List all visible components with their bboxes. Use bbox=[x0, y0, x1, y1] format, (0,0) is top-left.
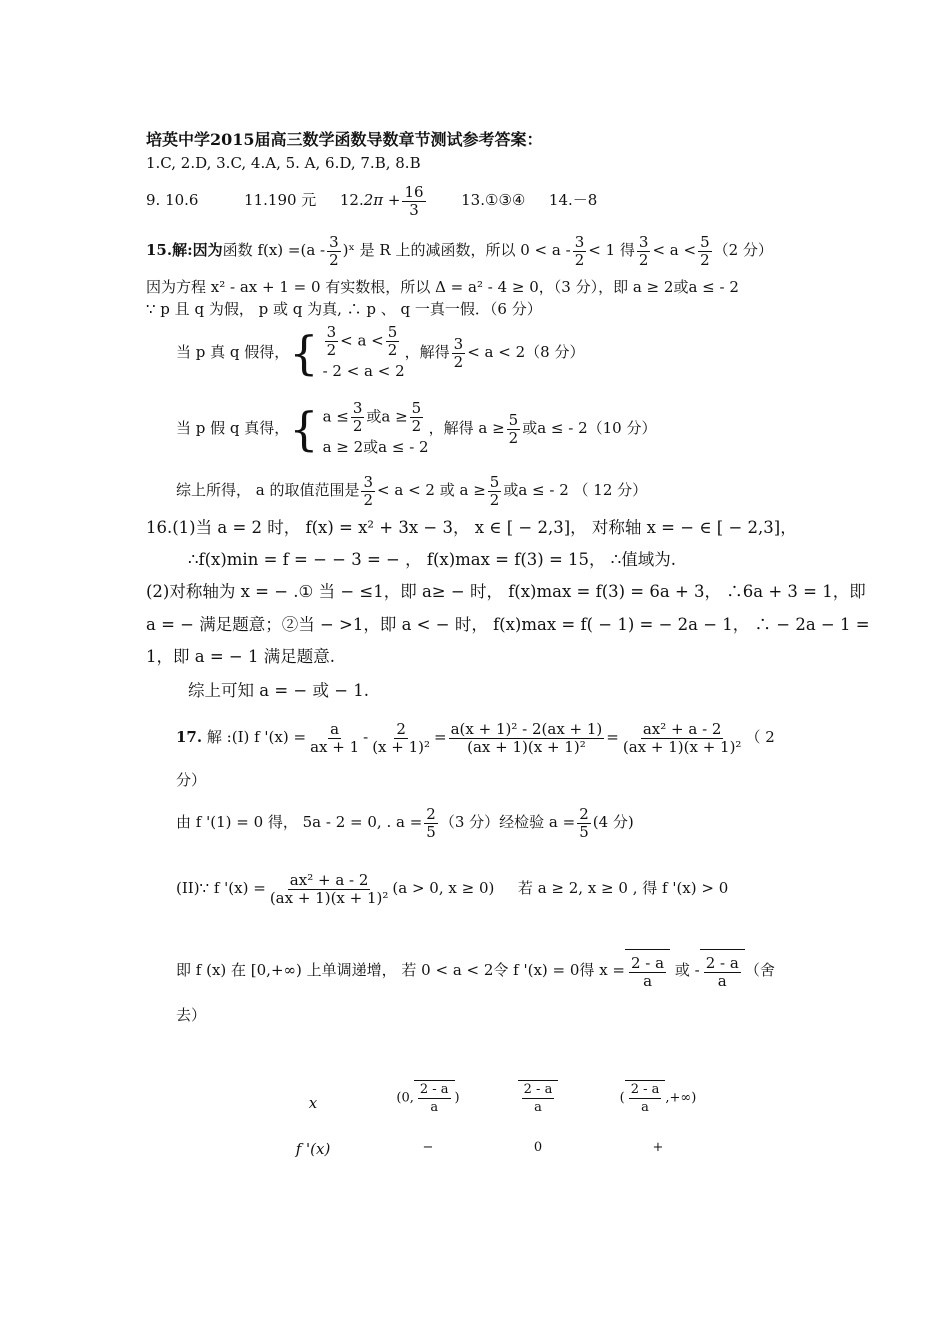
table-cell-interval-1: (0, $\frac{2 - a}{a}$ ) bbox=[396, 1082, 460, 1115]
table-cell-interval-2: ( $\frac{2 - a}{a}$ ,+∞) bbox=[619, 1082, 697, 1115]
table-sign-3: + bbox=[652, 1140, 664, 1155]
q16-line1: 16.(1)当 a = 2 时， f(x) = x² + 3x − 3， x ∈ [ − 2,3]， 对称轴 x = − ∈ [ − 2,3]， bbox=[146, 518, 797, 537]
q17-line3: (II)∵ f '(x) = $\frac{\text{ax² + a - 2}}{\text{(ax + 1)(x + 1)²}}$ (a > 0, x ≥ 0) 若 a ≥ 2, x ≥ 0 , 得 f '(x) > 0 bbox=[176, 870, 729, 907]
q16-line2: ∴f(x)min = f = − − 3 = − ， f(x)max = f(3) = 15， ∴值域为. bbox=[188, 550, 677, 569]
answer-12-fraction: $\frac{16}{3}$ bbox=[404, 182, 424, 219]
table-sign-2: 0 bbox=[533, 1140, 543, 1155]
q15-line1: 15.解:因为函数 f(x) =(a - $\frac{3}{2}$ )ˣ 是 R 上的减函数，所以 0 < a - $\frac{3}{2}$ < 1 得 $\frac{3}{2}$ < a < $\frac{5}{2}$ （2 分） bbox=[146, 232, 773, 269]
q17-line4: 即 f (x) 在 [0,+∞) 上单调递增， 若 0 < a < 2令 f '(x) = 0得 x = $\frac{2 - a}{a}$ 或 - $\frac{2 - a}{a}$ （舍 bbox=[176, 948, 775, 994]
answer-13: 13.①③④ bbox=[461, 191, 526, 209]
q15-line3: ∵ p 且 q 为假， p 或 q 为真, ∴ p 、 q 一真一假．（6 分） bbox=[146, 300, 542, 318]
q16-line4: a = − 满足题意；②当 − >1，即 a < − 时， f(x)max = f( − 1) = − 2a − 1， ∴ − 2a − 1 = bbox=[146, 615, 870, 634]
answer-11: 11.190 元 bbox=[244, 191, 317, 209]
q15-case1: 当 p 真 q 假得，{ $\frac{3}{2}$ < a < $\frac{5}{2}$ - 2 < a < 2 ，解得 $\frac{3}{2}$ < a < 2（8 分） bbox=[176, 322, 585, 380]
q16-line5: 1，即 a = − 1 满足题意. bbox=[146, 647, 335, 666]
table-sign-1: − bbox=[422, 1140, 434, 1155]
fill-answers bbox=[146, 180, 597, 220]
q17-line2: 由 f '(1) = 0 得， 5a - 2 = 0, . a = $\frac{2}{5}$ （3 分）经检验 a = $\frac{2}{5}$ (4 分) bbox=[176, 804, 634, 841]
answer-14: 14.－8 bbox=[548, 191, 598, 209]
choice-answers: 1.C, 2.D, 3.C, 4.A, 5. A, 6.D, 7.B, 8.B bbox=[146, 154, 421, 172]
table-row-x-label: x bbox=[308, 1094, 318, 1112]
q15-summary: 综上所得， a 的取值范围是 $\frac{3}{2}$ < a < 2 或 a ≥ $\frac{5}{2}$ 或a ≤ - 2 （ 12 分） bbox=[176, 472, 648, 509]
q17-line5: 去） bbox=[176, 1006, 207, 1024]
answer-9-10: 9. 10.6 bbox=[146, 191, 199, 209]
q16-line6: 综上可知 a = − 或 − 1. bbox=[188, 681, 370, 700]
table-cell-critical: $\frac{2 - a}{a}$ bbox=[508, 1080, 568, 1116]
table-row-derivative-label: f '(x) bbox=[295, 1140, 331, 1158]
q16-line3: (2)对称轴为 x = − .① 当 − ≤1，即 a≥ − 时， f(x)max = f(3) = 6a + 3， ∴6a + 3 = 1，即 bbox=[146, 582, 866, 601]
answer-12-label: 12. bbox=[339, 191, 364, 209]
answer-12-expr: 2π + bbox=[363, 191, 401, 209]
q17-line1-cont: 分） bbox=[176, 771, 207, 789]
q17-line1: 17. 解 :(I) f '(x) = $\frac{a}{ax + 1}$ - $\frac{2}{\text{(x + 1)²}}$ = $\frac{\text{a(x + 1)² - 2(ax + 1)}}{\text{(ax + 1)(x + 1)²}}$ = $\frac{\text{ax² + a - 2}}{\text{(ax + 1)(x + 1)²}}$ （ 2 bbox=[176, 719, 775, 756]
q15-case2: 当 p 假 q 真得，{ a ≤ $\frac{3}{2}$ 或a ≥ $\frac{5}{2}$ a ≥ 2或a ≤ - 2 ，解得 a ≥ $\frac{5}{2}$ 或a ≤ - 2（10 分） bbox=[176, 398, 657, 456]
page-title: 培英中学2015届高三数学函数导数章节测试参考答案： bbox=[146, 130, 543, 149]
q15-line2: 因为方程 x² - ax + 1 = 0 有实数根，所以 Δ = a² - 4 ≥ 0，（3 分），即 a ≥ 2或a ≤ - 2 bbox=[146, 278, 739, 296]
